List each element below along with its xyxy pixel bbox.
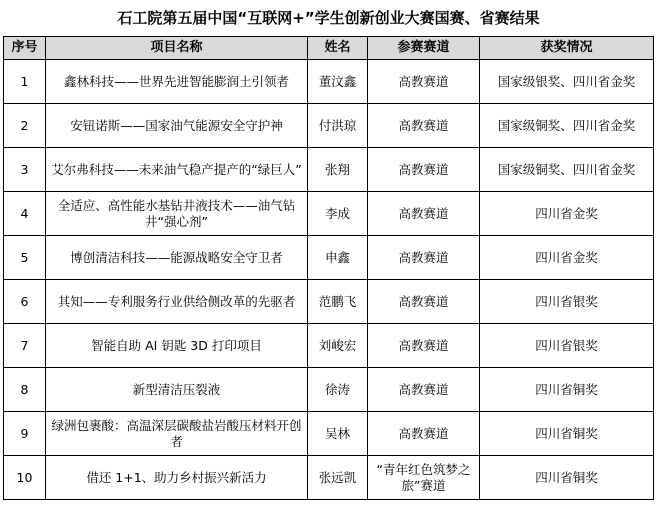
cell-name: 董汶鑫: [308, 60, 368, 104]
cell-name: 李成: [308, 192, 368, 236]
cell-project: 安钮诺斯——国家油气能源安全守护神: [46, 104, 308, 148]
cell-no: 1: [4, 60, 46, 104]
cell-name: 张翔: [308, 148, 368, 192]
cell-award: 国家级铜奖、四川省金奖: [480, 104, 654, 148]
cell-no: 5: [4, 236, 46, 280]
cell-award: 四川省铜奖: [480, 368, 654, 412]
cell-no: 9: [4, 412, 46, 456]
cell-no: 7: [4, 324, 46, 368]
cell-name: 范鹏飞: [308, 280, 368, 324]
cell-award: 四川省银奖: [480, 324, 654, 368]
cell-track: 高教赛道: [368, 368, 480, 412]
cell-project: 新型清洁压裂液: [46, 368, 308, 412]
cell-track: 高教赛道: [368, 280, 480, 324]
cell-award: 国家级铜奖、四川省金奖: [480, 148, 654, 192]
cell-project: 绿洲包裹酸：高温深层碳酸盐岩酸压材料开创者: [46, 412, 308, 456]
cell-project: 其知——专利服务行业供给侧改革的先驱者: [46, 280, 308, 324]
cell-project: 艾尔弗科技——未来油气稳产提产的“绿巨人”: [46, 148, 308, 192]
cell-track: 高教赛道: [368, 324, 480, 368]
cell-track: 高教赛道: [368, 236, 480, 280]
cell-no: 3: [4, 148, 46, 192]
header-project: 项目名称: [46, 37, 308, 60]
cell-track: 高教赛道: [368, 148, 480, 192]
cell-name: 申鑫: [308, 236, 368, 280]
cell-project: 借还 1+1、助力乡村振兴新活力: [46, 456, 308, 500]
cell-track: 高教赛道: [368, 104, 480, 148]
cell-no: 2: [4, 104, 46, 148]
cell-name: 刘峻宏: [308, 324, 368, 368]
cell-award: 四川省金奖: [480, 236, 654, 280]
cell-project: 博创清洁科技——能源战略安全守卫者: [46, 236, 308, 280]
table-row: [4, 148, 654, 192]
table-row: [4, 456, 654, 500]
cell-no: 8: [4, 368, 46, 412]
table-row: [4, 192, 654, 236]
cell-track: 高教赛道: [368, 192, 480, 236]
header-no: 序号: [4, 37, 46, 60]
cell-award: 四川省铜奖: [480, 456, 654, 500]
cell-award: 国家级银奖、四川省金奖: [480, 60, 654, 104]
cell-name: 徐涛: [308, 368, 368, 412]
table-row: [4, 412, 654, 456]
cell-award: 四川省金奖: [480, 192, 654, 236]
cell-track: 高教赛道: [368, 412, 480, 456]
table-row: [4, 280, 654, 324]
cell-project: 全适应、高性能水基钻井液技术——油气钻井“强心剂”: [46, 192, 308, 236]
cell-track: “青年红色筑梦之旅”赛道: [368, 456, 480, 500]
header-award: 获奖情况: [480, 37, 654, 60]
results-table: [3, 36, 654, 500]
cell-name: 付洪琼: [308, 104, 368, 148]
page-title: 石工院第五届中国“互联网+”学生创新创业大赛国赛、省赛结果: [117, 9, 540, 27]
header-name: 姓名: [308, 37, 368, 60]
table-row: [4, 104, 654, 148]
cell-no: 4: [4, 192, 46, 236]
cell-no: 10: [4, 456, 46, 500]
cell-project: 智能自助 AI 钥匙 3D 打印项目: [46, 324, 308, 368]
table-row: [4, 368, 654, 412]
cell-no: 6: [4, 280, 46, 324]
table-header-row: [4, 37, 654, 60]
header-track: 参赛赛道: [368, 37, 480, 60]
cell-name: 张远凯: [308, 456, 368, 500]
cell-award: 四川省银奖: [480, 280, 654, 324]
table-row: [4, 236, 654, 280]
cell-name: 吴林: [308, 412, 368, 456]
cell-project: 鑫林科技——世界先进智能膨润土引领者: [46, 60, 308, 104]
table-row: [4, 324, 654, 368]
cell-award: 四川省铜奖: [480, 412, 654, 456]
cell-track: 高教赛道: [368, 60, 480, 104]
table-row: [4, 60, 654, 104]
